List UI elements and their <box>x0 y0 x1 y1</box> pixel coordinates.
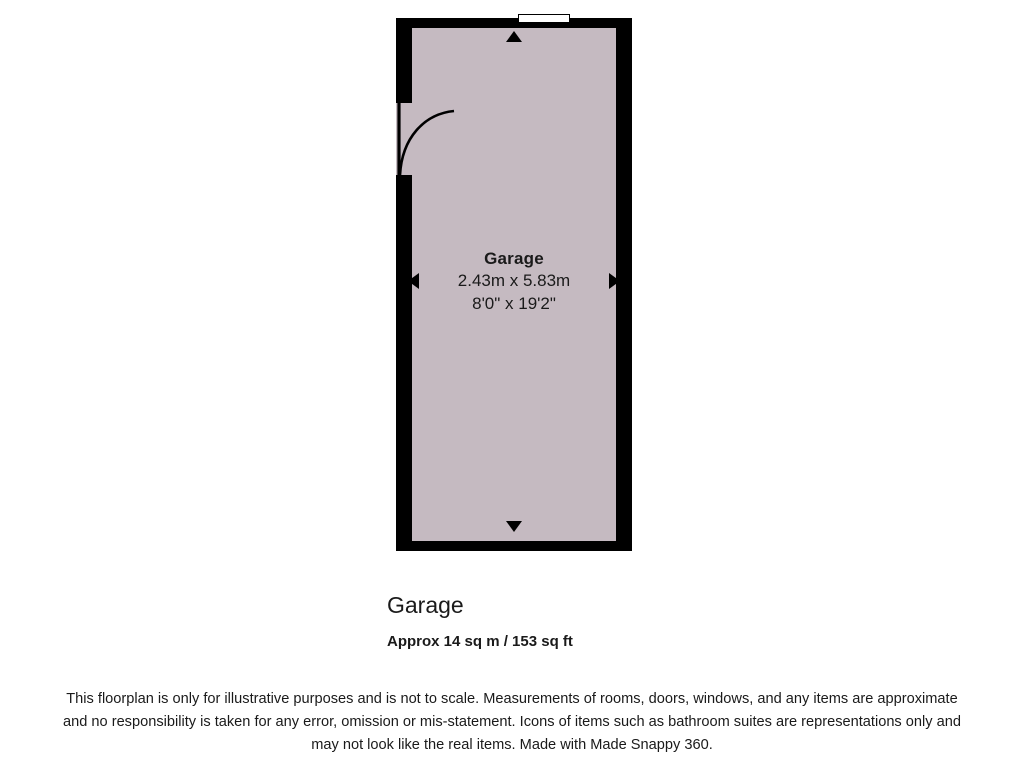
arrow-down-icon <box>506 521 522 532</box>
bottom-wall-opening <box>412 535 604 541</box>
area-summary: Approx 14 sq m / 153 sq ft <box>387 633 573 650</box>
arrow-up-icon <box>506 31 522 42</box>
disclaimer-line-1: This floorplan is only for illustrative purposes and is not to scale. Measurements of rooms, doors, windows, and any items are approximate <box>66 691 958 707</box>
garage-door-icon <box>518 14 570 23</box>
door-swing-icon <box>396 100 462 178</box>
room-name: Garage <box>484 249 544 268</box>
disclaimer-text <box>0 688 1024 757</box>
disclaimer-line-3: may not look like the real items. Made with Made Snappy 360. <box>311 736 713 753</box>
disclaimer-line-2: and no responsibility is taken for any error, omission or mis-statement. Icons of items such as bathroom suites are representations only and <box>63 713 961 730</box>
page-title: Garage <box>387 592 464 618</box>
room-label <box>412 248 616 315</box>
room-dimensions-imperial: 8'0" x 19'2" <box>472 293 556 313</box>
room-dimensions-metric: 2.43m x 5.83m <box>457 271 571 291</box>
